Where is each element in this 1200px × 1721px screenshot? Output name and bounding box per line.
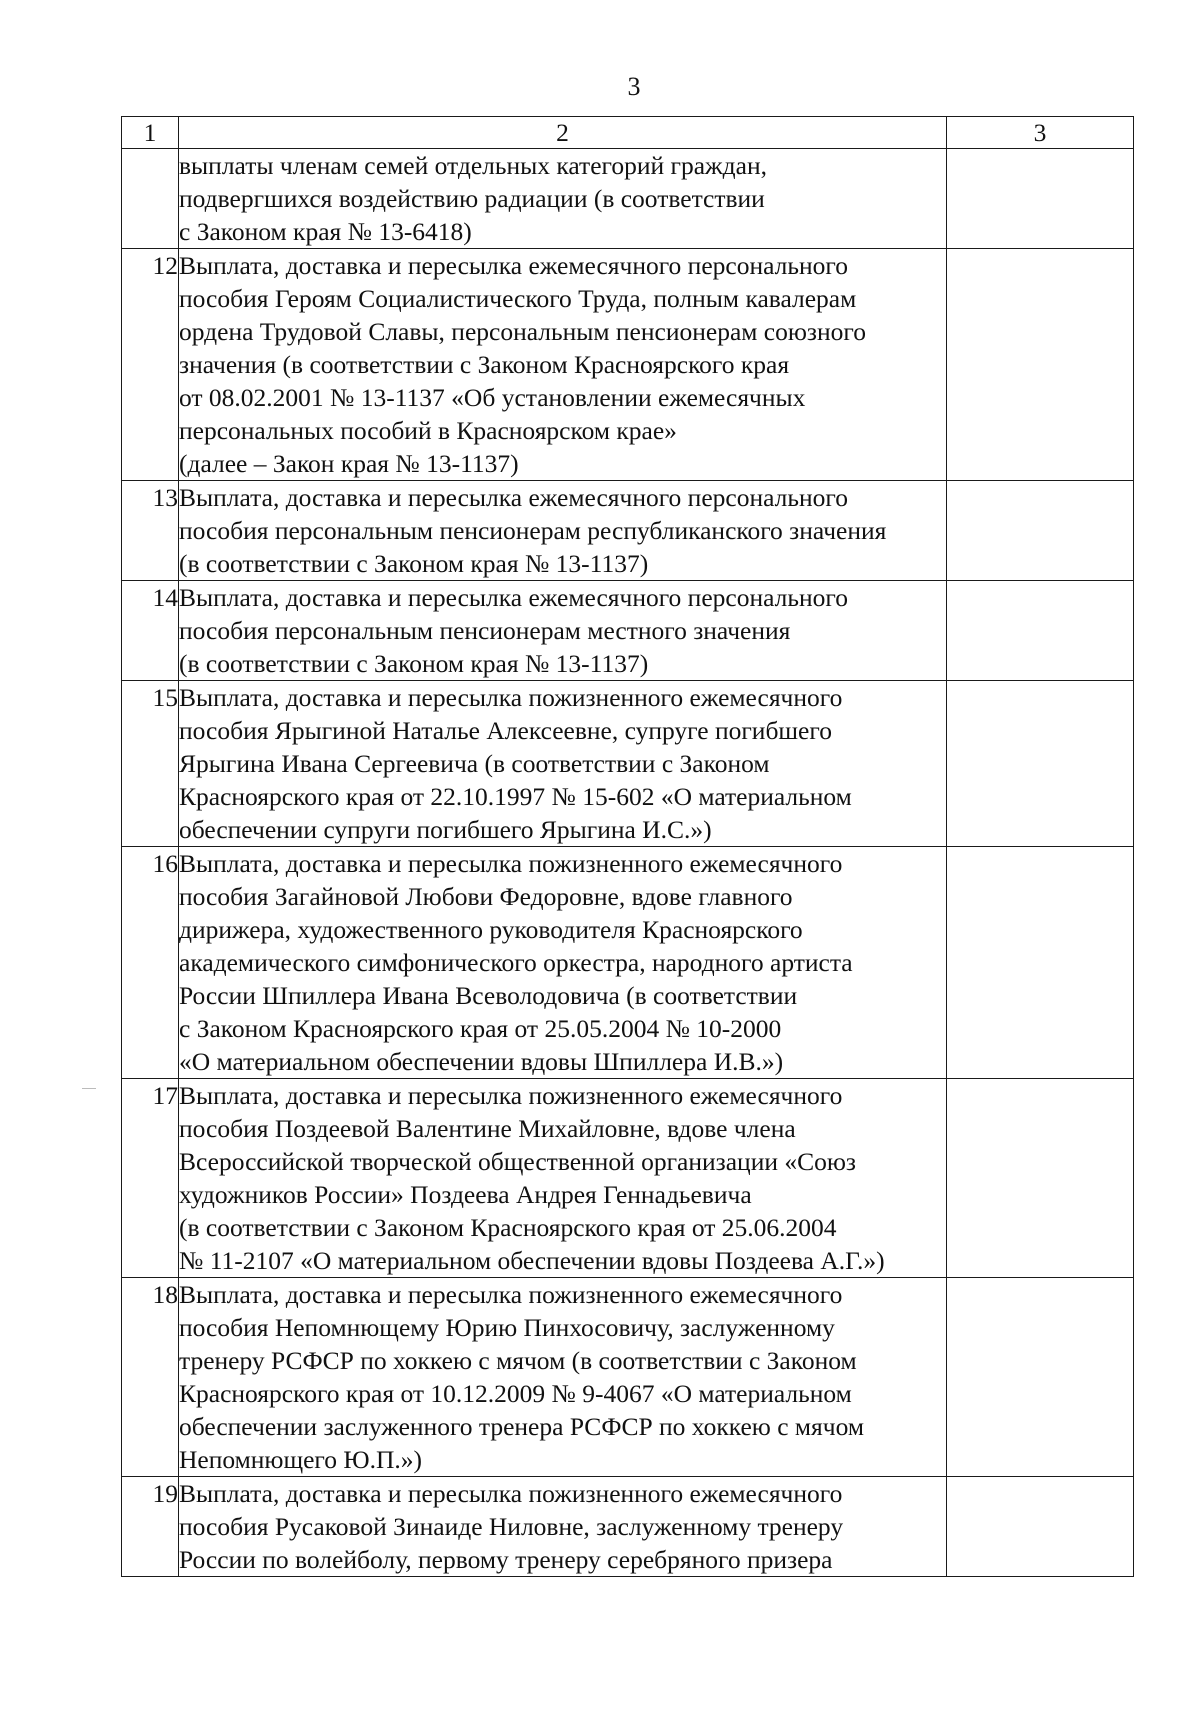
row-description: [179, 581, 947, 681]
description-line: Всероссийской творческой общественной организации «Союз: [179, 1147, 856, 1176]
description-line: Выплата, доставка и пересылка пожизненного ежемесячного: [179, 849, 843, 878]
description-line: Красноярского края от 10.12.2009 № 9-4067 «О материальном: [179, 1379, 852, 1408]
table-row: [122, 1477, 1134, 1577]
table-row: [122, 1278, 1134, 1477]
row-description: [179, 681, 947, 847]
row-description: [179, 249, 947, 481]
description-line: с Законом Красноярского края от 25.05.2004 № 10-2000: [179, 1014, 782, 1043]
row-col-3: [947, 847, 1134, 1079]
row-description: [179, 1278, 947, 1477]
description-line: пособия персональным пенсионерам республиканского значения: [179, 516, 887, 545]
row-description: [179, 847, 947, 1079]
description-line: пособия Поздеевой Валентине Михайловне, вдове члена: [179, 1114, 796, 1143]
table-row: [122, 681, 1134, 847]
description-line: Выплата, доставка и пересылка ежемесячного персонального: [179, 251, 848, 280]
description-line: (в соответствии с Законом Красноярского края от 25.06.2004: [179, 1213, 837, 1242]
row-col-3: [947, 249, 1134, 481]
header-col-1: 1: [122, 117, 179, 149]
description-line: обеспечении супруги погибшего Ярыгина И.С.»): [179, 815, 712, 844]
table-row: [122, 249, 1134, 481]
row-col-3: [947, 481, 1134, 581]
description-line: академического симфонического оркестра, народного артиста: [179, 948, 853, 977]
description-line: (далее – Закон края № 13-1137): [179, 449, 519, 478]
header-col-3: 3: [947, 117, 1134, 149]
description-line: Выплата, доставка и пересылка пожизненного ежемесячного: [179, 1280, 843, 1309]
description-line: (в соответствии с Законом края № 13-1137): [179, 549, 649, 578]
table-header-row: [122, 117, 1134, 149]
table-row: [122, 481, 1134, 581]
description-line: обеспечении заслуженного тренера РСФСР по хоккею с мячом: [179, 1412, 865, 1441]
table-row: [122, 581, 1134, 681]
row-number: 14: [122, 581, 179, 681]
row-col-3: [947, 1278, 1134, 1477]
description-line: значения (в соответствии с Законом Красноярского края: [179, 350, 790, 379]
row-number: 15: [122, 681, 179, 847]
table-row: [122, 847, 1134, 1079]
description-line: Выплата, доставка и пересылка пожизненного ежемесячного: [179, 1479, 843, 1508]
header-col-2: 2: [179, 117, 947, 149]
description-line: пособия персональным пенсионерам местного значения: [179, 616, 791, 645]
description-line: Красноярского края от 22.10.1997 № 15-602 «О материальном: [179, 782, 852, 811]
description-line: Ярыгина Ивана Сергеевича (в соответствии с Законом: [179, 749, 770, 778]
description-line: тренеру РСФСР по хоккею с мячом (в соответствии с Законом: [179, 1346, 857, 1375]
description-line: с Законом края № 13-6418): [179, 217, 472, 246]
description-line: пособия Загайновой Любови Федоровне, вдове главного: [179, 882, 793, 911]
benefits-table: [121, 116, 1134, 1577]
row-description: [179, 149, 947, 249]
description-line: подвергшихся воздействию радиации (в соответствии: [179, 184, 765, 213]
description-line: пособия Ярыгиной Наталье Алексеевне, супруге погибшего: [179, 716, 832, 745]
row-description: [179, 1079, 947, 1278]
row-col-3: [947, 149, 1134, 249]
table-row: [122, 149, 1134, 249]
description-line: № 11-2107 «О материальном обеспечении вдовы Поздеева А.Г.»): [179, 1246, 885, 1275]
description-line: пособия Героям Социалистического Труда, полным кавалерам: [179, 284, 857, 313]
description-line: России по волейболу, первому тренеру серебряного призера: [179, 1545, 833, 1574]
row-number: 13: [122, 481, 179, 581]
description-line: Выплата, доставка и пересылка ежемесячного персонального: [179, 583, 848, 612]
description-line: выплаты членам семей отдельных категорий граждан,: [179, 151, 767, 180]
row-number: 18: [122, 1278, 179, 1477]
description-line: России Шпиллера Ивана Всеволодовича (в соответствии: [179, 981, 798, 1010]
description-line: Непомнющего Ю.П.»): [179, 1445, 422, 1474]
row-number: 19: [122, 1477, 179, 1577]
description-line: Выплата, доставка и пересылка пожизненного ежемесячного: [179, 1081, 843, 1110]
row-col-3: [947, 581, 1134, 681]
description-line: Выплата, доставка и пересылка ежемесячного персонального: [179, 483, 848, 512]
row-number: 17: [122, 1079, 179, 1278]
row-number: 16: [122, 847, 179, 1079]
description-line: ордена Трудовой Славы, персональным пенсионерам союзного: [179, 317, 866, 346]
row-number: 12: [122, 249, 179, 481]
margin-mark: [82, 1088, 96, 1089]
description-line: дирижера, художественного руководителя Красноярского: [179, 915, 803, 944]
description-line: Выплата, доставка и пересылка пожизненного ежемесячного: [179, 683, 843, 712]
description-line: (в соответствии с Законом края № 13-1137): [179, 649, 649, 678]
description-line: пособия Русаковой Зинаиде Ниловне, заслуженному тренеру: [179, 1512, 844, 1541]
table-body: [122, 149, 1134, 1577]
row-col-3: [947, 1079, 1134, 1278]
row-description: [179, 1477, 947, 1577]
description-line: художников России» Поздеева Андрея Геннадьевича: [179, 1180, 752, 1209]
description-line: от 08.02.2001 № 13-1137 «Об установлении ежемесячных: [179, 383, 806, 412]
row-col-3: [947, 681, 1134, 847]
row-description: [179, 481, 947, 581]
row-col-3: [947, 1477, 1134, 1577]
description-line: персональных пособий в Красноярском крае»: [179, 416, 677, 445]
row-number: [122, 149, 179, 249]
page-number: 3: [627, 72, 641, 101]
table-row: [122, 1079, 1134, 1278]
description-line: пособия Непомнющему Юрию Пинхосовичу, заслуженному: [179, 1313, 835, 1342]
description-line: «О материальном обеспечении вдовы Шпиллера И.В.»): [179, 1047, 784, 1076]
